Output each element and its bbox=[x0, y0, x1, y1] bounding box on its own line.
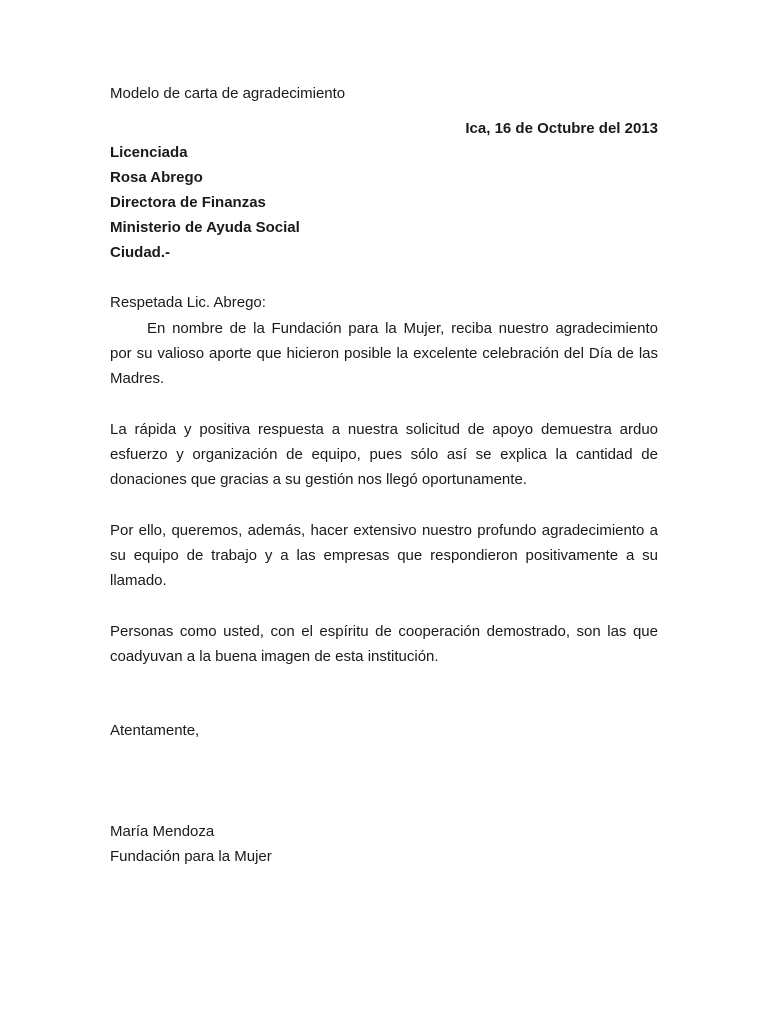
salutation: Respetada Lic. Abrego: bbox=[110, 294, 266, 311]
paragraph-1-text: En nombre de la Fundación para la Mujer, reciba nuestro agradecimiento por su valioso aporte que hicieron posible la excelente celebración del Día de las Madres. bbox=[110, 320, 658, 387]
paragraph-4: Personas como usted, con el espíritu de cooperación demostrado, son las que coadyuvan a la buena imagen de esta institución. bbox=[110, 623, 658, 665]
recipient-position: Directora de Finanzas bbox=[110, 194, 266, 211]
recipient-title: Licenciada bbox=[110, 144, 188, 161]
recipient-name: Rosa Abrego bbox=[110, 169, 203, 186]
document-heading: Modelo de carta de agradecimiento bbox=[110, 85, 346, 102]
signature-organization: Fundación para la Mujer bbox=[110, 848, 272, 865]
paragraph-1 bbox=[110, 316, 658, 391]
recipient-organization: Ministerio de Ayuda Social bbox=[110, 219, 300, 236]
letter-date: Ica, 16 de Octubre del 2013 bbox=[465, 120, 658, 137]
closing: Atentamente, bbox=[110, 722, 200, 739]
paragraph-3: Por ello, queremos, además, hacer extensivo nuestro profundo agradecimiento a su equipo de trabajo y a las empresas que respondieron positivamente a su llamado. bbox=[110, 522, 658, 589]
recipient-city: Ciudad.- bbox=[110, 244, 170, 261]
signature-name: María Mendoza bbox=[110, 823, 215, 840]
paragraph-2: La rápida y positiva respuesta a nuestra solicitud de apoyo demuestra arduo esfuerzo y organización de equipo, pues sólo así se explica la cantidad de donaciones que gracias a su gestión nos llegó oportunamente. bbox=[110, 421, 658, 488]
